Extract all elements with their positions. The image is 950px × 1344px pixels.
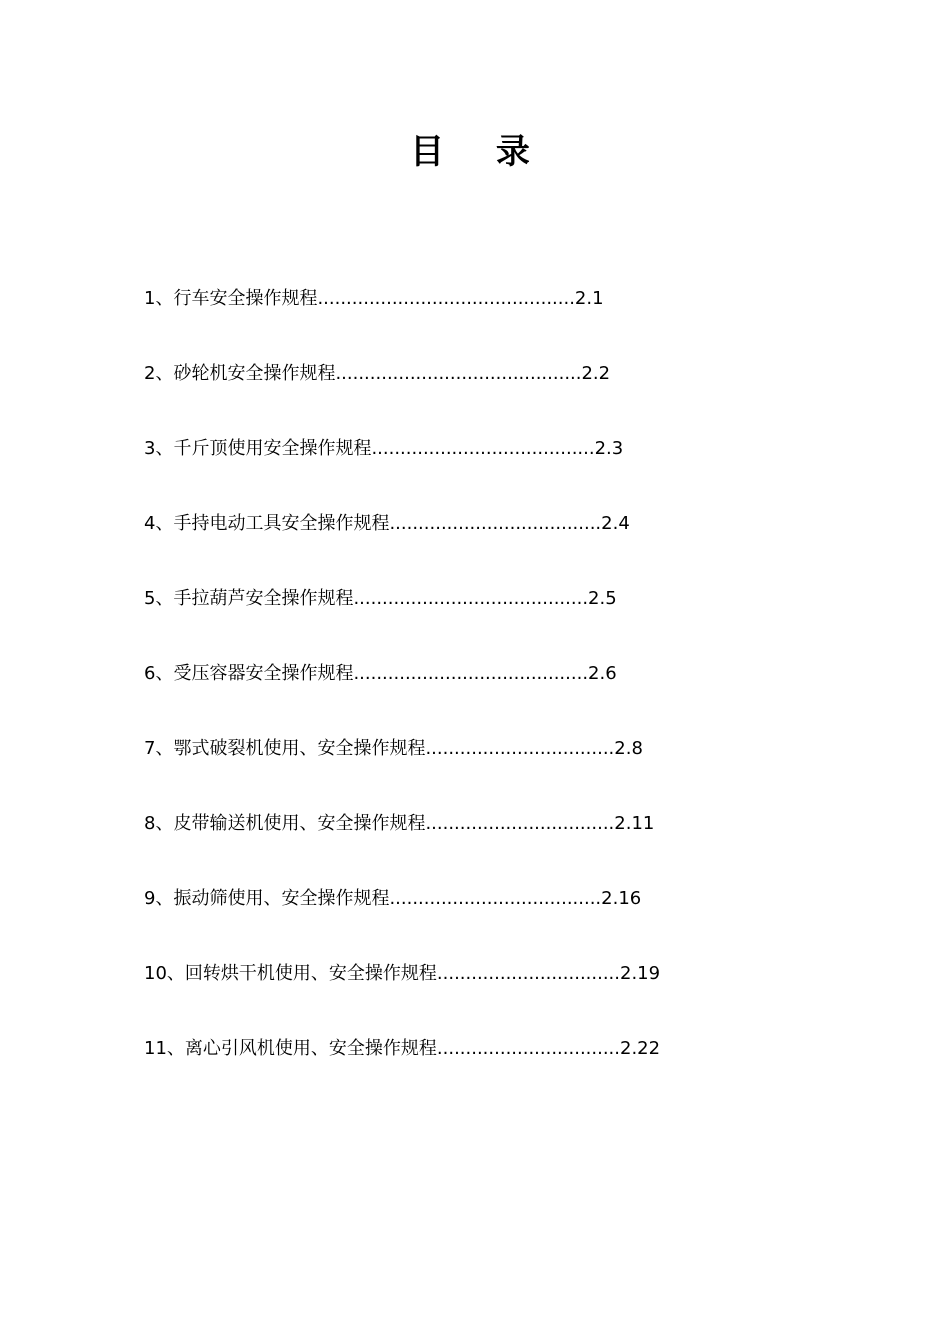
toc-entry[interactable]: 11、离心引风机使用、安全操作规程................................2.22	[144, 1038, 661, 1059]
toc-entry[interactable]: 9、振动筛使用、安全操作规程.....................................2.16	[144, 888, 642, 909]
toc-entry[interactable]: 7、鄂式破裂机使用、安全操作规程.................................2.8	[144, 738, 643, 759]
page-title: 目 录	[410, 132, 550, 172]
toc-entry[interactable]: 1、行车安全操作规程.............................................2.1	[144, 288, 604, 309]
toc-entry[interactable]: 2、砂轮机安全操作规程...........................................2.2	[144, 363, 611, 384]
table-of-contents	[144, 283, 660, 1108]
toc-entry[interactable]: 3、千斤顶使用安全操作规程.......................................2.3	[144, 438, 624, 459]
toc-entry[interactable]: 5、手拉葫芦安全操作规程.........................................2.5	[144, 588, 617, 609]
toc-entry[interactable]: 8、皮带输送机使用、安全操作规程.................................2.11	[144, 813, 655, 834]
toc-entry[interactable]: 4、手持电动工具安全操作规程.....................................2.4	[144, 513, 630, 534]
toc-entry[interactable]: 10、回转烘干机使用、安全操作规程................................2.19	[144, 963, 661, 984]
toc-entry[interactable]: 6、受压容器安全操作规程.........................................2.6	[144, 663, 617, 684]
